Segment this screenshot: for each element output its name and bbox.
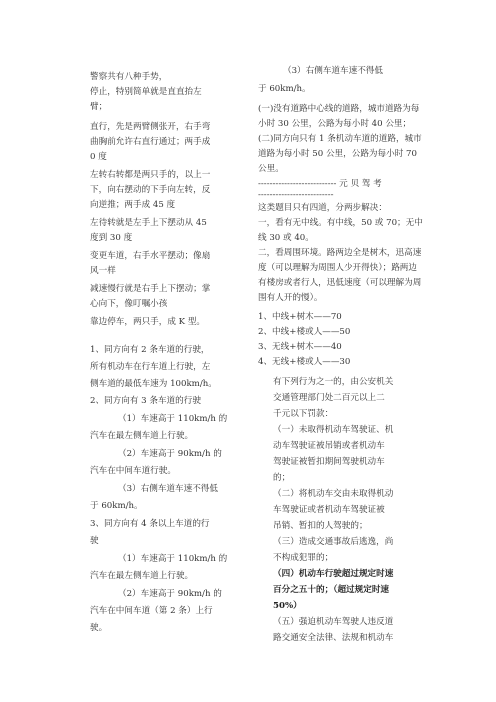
text-line: 车驾驶证或者机动车驾驶证被 — [273, 505, 385, 515]
text-line: （3）右侧车道车速不得低 — [118, 484, 218, 494]
text-line: 有下列行为之一的，由公安机关 — [273, 377, 394, 387]
text-line: 驾驶证被暂扣期间驾驶机动车 — [273, 457, 385, 467]
text-line: 有楼房或者行人，迅低速度（可以理解为周 — [258, 278, 422, 288]
text-line: 侧车道的最低车速为 100km/h。 — [90, 379, 217, 389]
text-line: 这类题目只有四道，分两步解决： — [258, 203, 387, 213]
text-line: 2、中线+楼或人——50 — [258, 327, 351, 337]
text-line: 3、同方向有 4 条以上车道的行 — [90, 519, 210, 529]
text-line: 小时 30 公里，公路为每小时 40 公里； — [258, 119, 412, 129]
text-line: 交通管理部门处二百元以上二 — [273, 393, 385, 403]
text-line: 驶 — [90, 536, 99, 546]
text-line: 道路为每小时 50 公里，公路为每小时 70 — [258, 149, 417, 159]
text-line: -------------------------- — [258, 190, 334, 200]
text-line: （3）右侧车道车速不得低 — [283, 66, 383, 76]
text-line: 减速慢行就是右手上下摆动；掌 — [90, 284, 211, 294]
text-line: 心向下，像叮嘱小孩 — [90, 299, 168, 309]
text-line: 汽车在中间车道行驶。 — [90, 466, 176, 476]
text-line: （1）车速高于 110km/h 的 — [118, 554, 228, 564]
text-line: 1、同方向有 2 条车道的行驶， — [90, 345, 210, 355]
text-line: 度（可以理解为周围人少开得快）；路两边 — [258, 263, 417, 273]
text-line: 千元以下罚款： — [273, 409, 334, 419]
text-line: 汽车在最左侧车道上行驶。 — [90, 571, 194, 581]
text-line: （1）车速高于 110km/h 的 — [118, 414, 228, 424]
text-line: 3、无线+树木——40 — [258, 342, 342, 352]
text-line: （一）未取得机动车驾驶证、机 — [273, 425, 394, 435]
text-line: （四）机动车行驶超过规定时速 — [273, 569, 394, 579]
text-line: 线 30 或 40。 — [258, 233, 314, 243]
text-line: 停止，特别简单就是直直抬左 — [90, 87, 202, 97]
text-line: 的； — [273, 473, 291, 483]
text-line: 吊销、暂扣的人驾驶的； — [273, 521, 368, 531]
text-line: 变更车道，右手水平摆动；像扇 — [90, 251, 211, 261]
text-line: 所有机动车在行车道上行驶，左 — [90, 362, 211, 372]
text-line: 直行，先是两臂侧张开，右手弯 — [90, 122, 211, 132]
text-line: 于 60km/h。 — [90, 501, 143, 511]
text-line: 左待转就是左手上下摆动从 45 — [90, 218, 207, 228]
text-line: （2）车速高于 90km/h 的 — [118, 449, 222, 459]
text-line: 公里。 — [258, 164, 284, 174]
text-line: 曲胸前允许右直行通过；两手成 — [90, 137, 211, 147]
text-line: 汽车在最左侧车道上行驶。 — [90, 431, 194, 441]
text-line: (一)没有道路中心线的道路，城市道路为每 — [258, 104, 420, 114]
text-line: 向逆推；两手成 45 度 — [90, 200, 176, 210]
text-line: 围有人开的慢）。 — [258, 293, 323, 303]
text-line: 50%） — [273, 601, 302, 611]
text-line: 路交通安全法律、法规和机动车 — [273, 633, 394, 643]
text-line: 二，看周围环境。路两边全是树木，迅高速 — [258, 248, 422, 258]
text-line: （五）强迫机动车驾驶人违反道 — [273, 617, 394, 627]
text-line: （2）车速高于 90km/h 的 — [118, 589, 222, 599]
text-line: 警察共有八种手势， — [90, 72, 168, 82]
text-line: 动车驾驶证被吊销或者机动车 — [273, 441, 385, 451]
text-line: 度到 30 度 — [90, 233, 133, 243]
text-line: （三）造成交通事故后逃逸，尚 — [273, 537, 394, 547]
text-line: 一，看有无中线。有中线，50 或 70；无中 — [258, 218, 423, 228]
text-line: 不构成犯罪的； — [273, 553, 334, 563]
text-line: 臂； — [90, 102, 108, 112]
text-line: 风一样 — [90, 266, 116, 276]
text-line: 2、同方向有 3 条车道的行驶 — [90, 396, 201, 406]
text-line: 4、无线+楼或人——30 — [258, 357, 351, 367]
text-line: （二）将机动车交由未取得机动 — [273, 489, 394, 499]
text-line: 于 60km/h。 — [258, 84, 311, 94]
text-line: 汽车在中间车道（第 2 条）上行 — [90, 606, 213, 616]
text-line: 1、中线+树木——70 — [258, 312, 342, 322]
text-line: 驶。 — [90, 623, 108, 633]
text-line: 下，向右摆动的下手向左转，反 — [90, 185, 211, 195]
text-line: 靠边停车，两只手，成 K 型。 — [90, 317, 206, 327]
text-line: 百分之五十的；（超过规定时速 — [273, 585, 390, 595]
text-line: 左转右转都是两只手的，以上一 — [90, 170, 211, 180]
text-line: (二)同方向只有 1 条机动车道的道路，城市 — [258, 134, 422, 144]
text-line: --------------------------- 元 贝 驾 考 — [258, 179, 382, 189]
text-line: 0 度 — [90, 152, 107, 162]
